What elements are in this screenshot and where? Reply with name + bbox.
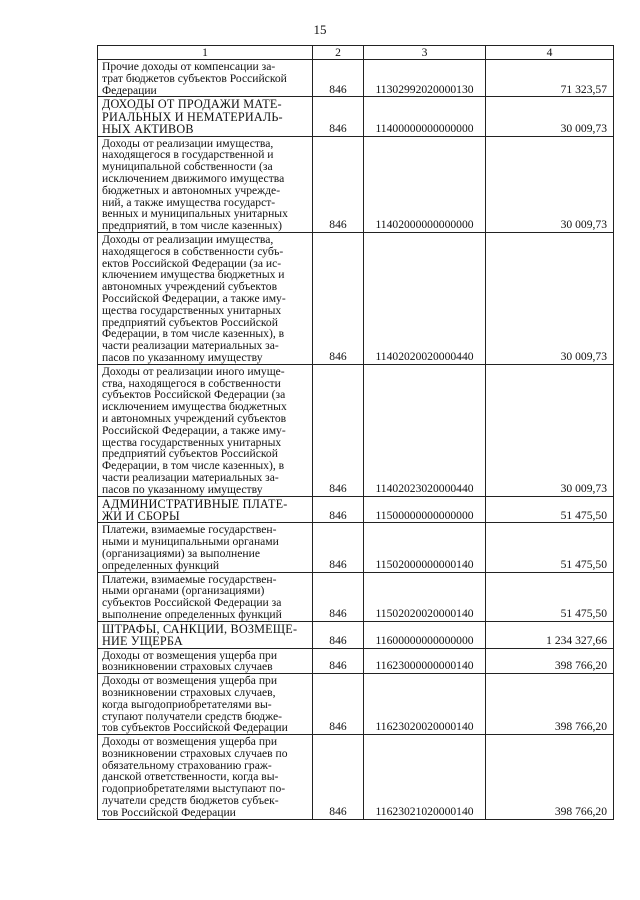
budget-revenue-table [97, 45, 614, 820]
table-body [98, 46, 614, 820]
row-budget-code: 11600000000000000 [364, 621, 486, 648]
table-row [98, 523, 614, 572]
description-line: субъектов Российской Федерации за [102, 596, 282, 610]
description-line: Доходы от реализации иного имуще- [102, 364, 285, 378]
row-admin-code: 846 [313, 97, 364, 136]
row-budget-code: 11502020020000140 [364, 572, 486, 621]
description-line: Федерации [102, 83, 157, 97]
description-line: трат бюджетов субъектов Российской [102, 71, 287, 85]
description-line: исключением имущества бюджетных [102, 400, 287, 414]
row-amount: 30 009,73 [486, 136, 614, 232]
row-budget-code: 11623020020000140 [364, 674, 486, 735]
description-line: данской ответственности, когда вы- [102, 770, 279, 784]
description-line: Доходы от возмещения ущерба при [102, 735, 278, 749]
row-budget-code: 11623021020000140 [364, 735, 486, 820]
description-line: ний, а также имущества государст- [102, 195, 276, 209]
description-line: Российской Федерации, а также иму- [102, 423, 286, 437]
column-header-3: 3 [364, 46, 486, 60]
description-line: Доходы от реализации имущества, [102, 136, 274, 150]
row-description [98, 60, 313, 97]
row-amount: 398 766,20 [486, 674, 614, 735]
column-header-4: 4 [486, 46, 614, 60]
description-line: ными и муниципальными органами [102, 535, 279, 549]
row-amount: 51 475,50 [486, 523, 614, 572]
table-header-row [98, 46, 614, 60]
table-row [98, 60, 614, 97]
description-line: когда выгодоприобретателями вы- [102, 697, 272, 711]
table-row [98, 97, 614, 136]
row-admin-code: 846 [313, 136, 364, 232]
description-line: ными органами (организациями) [102, 584, 265, 598]
row-amount: 30 009,73 [486, 232, 614, 364]
row-amount: 1 234 327,66 [486, 621, 614, 648]
row-amount: 71 323,57 [486, 60, 614, 97]
row-budget-code: 11400000000000000 [364, 97, 486, 136]
description-line: определенных функций [102, 558, 220, 572]
table-row [98, 364, 614, 496]
description-line: предприятий субъектов Российской [102, 447, 278, 461]
description-line: Прочие доходы от компенсации за- [102, 60, 276, 73]
row-amount: 51 475,50 [486, 496, 614, 523]
description-line: ДОХОДЫ ОТ ПРОДАЖИ МАТЕ- [102, 97, 282, 112]
row-description [98, 621, 313, 648]
row-amount: 30 009,73 [486, 364, 614, 496]
row-budget-code: 11402020020000440 [364, 232, 486, 364]
description-line: обязательному страхованию граж- [102, 758, 272, 772]
row-description [98, 523, 313, 572]
table-row [98, 136, 614, 232]
description-line: Доходы от возмещения ущерба при [102, 674, 278, 688]
description-line: Российской Федерации, а также иму- [102, 291, 286, 305]
row-admin-code: 846 [313, 523, 364, 572]
description-line: выполнение определенных функций [102, 607, 282, 621]
row-description [98, 136, 313, 232]
column-header-1: 1 [98, 46, 313, 60]
description-line: Федерации, в том числе казенных), в [102, 327, 285, 341]
row-description [98, 232, 313, 364]
description-line: автономных учреждений субъектов [102, 280, 278, 294]
table-row [98, 232, 614, 364]
description-line: щества государственных унитарных [102, 303, 282, 317]
description-line: тов субъектов Российской Федерации [102, 721, 288, 735]
row-description [98, 496, 313, 523]
description-line: (организациями) за выполнение [102, 546, 260, 560]
description-line: и автономных учреждений субъектов [102, 411, 287, 425]
description-line: находящегося в собственности субъ- [102, 244, 284, 258]
description-line: возникновении страховых случаев [102, 660, 273, 674]
description-line: Платежи, взимаемые государствен- [102, 523, 277, 537]
description-line: ключением имущества бюджетных и [102, 268, 285, 282]
row-admin-code: 846 [313, 496, 364, 523]
row-admin-code: 846 [313, 572, 364, 621]
table-row [98, 572, 614, 621]
row-admin-code: 846 [313, 674, 364, 735]
description-line: муниципальной собственности (за [102, 160, 273, 174]
description-line: лучатели средств бюджетов субъек- [102, 794, 279, 808]
description-line: Доходы от реализации имущества, [102, 232, 274, 246]
description-line: щества государственных унитарных [102, 435, 282, 449]
description-line: РИАЛЬНЫХ И НЕМАТЕРИАЛЬ- [102, 109, 283, 124]
row-amount: 30 009,73 [486, 97, 614, 136]
description-line: ства, находящегося в собственности [102, 376, 281, 390]
row-description [98, 572, 313, 621]
description-line: годоприобретателями выступают по- [102, 782, 286, 796]
table-row [98, 648, 614, 674]
row-budget-code: 11502000000000140 [364, 523, 486, 572]
table-row [98, 496, 614, 523]
row-amount: 398 766,20 [486, 735, 614, 820]
description-line: части реализации материальных за- [102, 339, 279, 353]
description-line: Платежи, взимаемые государствен- [102, 572, 277, 586]
row-admin-code: 846 [313, 232, 364, 364]
description-line: находящегося в государственной и [102, 148, 274, 162]
row-admin-code: 846 [313, 735, 364, 820]
description-line: Федерации, в том числе казенных), в [102, 459, 285, 473]
row-admin-code: 846 [313, 621, 364, 648]
row-amount: 398 766,20 [486, 648, 614, 674]
description-line: тов Российской Федерации [102, 805, 236, 819]
row-admin-code: 846 [313, 60, 364, 97]
description-line: ЖИ И СБОРЫ [102, 508, 180, 523]
description-line: Доходы от возмещения ущерба при [102, 648, 278, 662]
row-budget-code: 11623000000000140 [364, 648, 486, 674]
description-line: возникновении страховых случаев, [102, 685, 276, 699]
description-line: части реализации материальных за- [102, 470, 279, 484]
description-line: ектов Российской Федерации (за ис- [102, 256, 282, 270]
row-description [98, 648, 313, 674]
page-number: 15 [313, 22, 327, 37]
row-description [98, 735, 313, 820]
row-admin-code: 846 [313, 364, 364, 496]
description-line: ступают получатели средств бюдже- [102, 709, 283, 723]
row-budget-code: 11500000000000000 [364, 496, 486, 523]
description-line: предприятий субъектов Российской [102, 315, 278, 329]
table-row [98, 621, 614, 648]
description-line: бюджетных и автономных учрежде- [102, 183, 281, 197]
description-line: исключением движимого имущества [102, 172, 285, 185]
table-row [98, 735, 614, 820]
description-line: предприятий, в том числе казенных) [102, 219, 282, 233]
row-budget-code: 11402023020000440 [364, 364, 486, 496]
description-line: возникновении страховых случаев по [102, 746, 288, 760]
row-budget-code: 11402000000000000 [364, 136, 486, 232]
description-line: пасов по указанному имуществу [102, 350, 263, 364]
description-line: АДМИНИСТРАТИВНЫЕ ПЛАТЕ- [102, 496, 288, 511]
table-row [98, 674, 614, 735]
description-line: субъектов Российской Федерации (за [102, 388, 286, 402]
row-description [98, 97, 313, 136]
description-line: венных и муниципальных унитарных [102, 207, 288, 221]
description-line: НИЕ УЩЕРБА [102, 634, 183, 649]
description-line: ШТРАФЫ, САНКЦИИ, ВОЗМЕЩЕ- [102, 621, 298, 636]
row-description [98, 674, 313, 735]
row-admin-code: 846 [313, 648, 364, 674]
row-budget-code: 11302992020000130 [364, 60, 486, 97]
column-header-2: 2 [313, 46, 364, 60]
row-description [98, 364, 313, 496]
description-line: НЫХ АКТИВОВ [102, 122, 194, 137]
row-amount: 51 475,50 [486, 572, 614, 621]
description-line: пасов по указанному имуществу [102, 482, 263, 496]
